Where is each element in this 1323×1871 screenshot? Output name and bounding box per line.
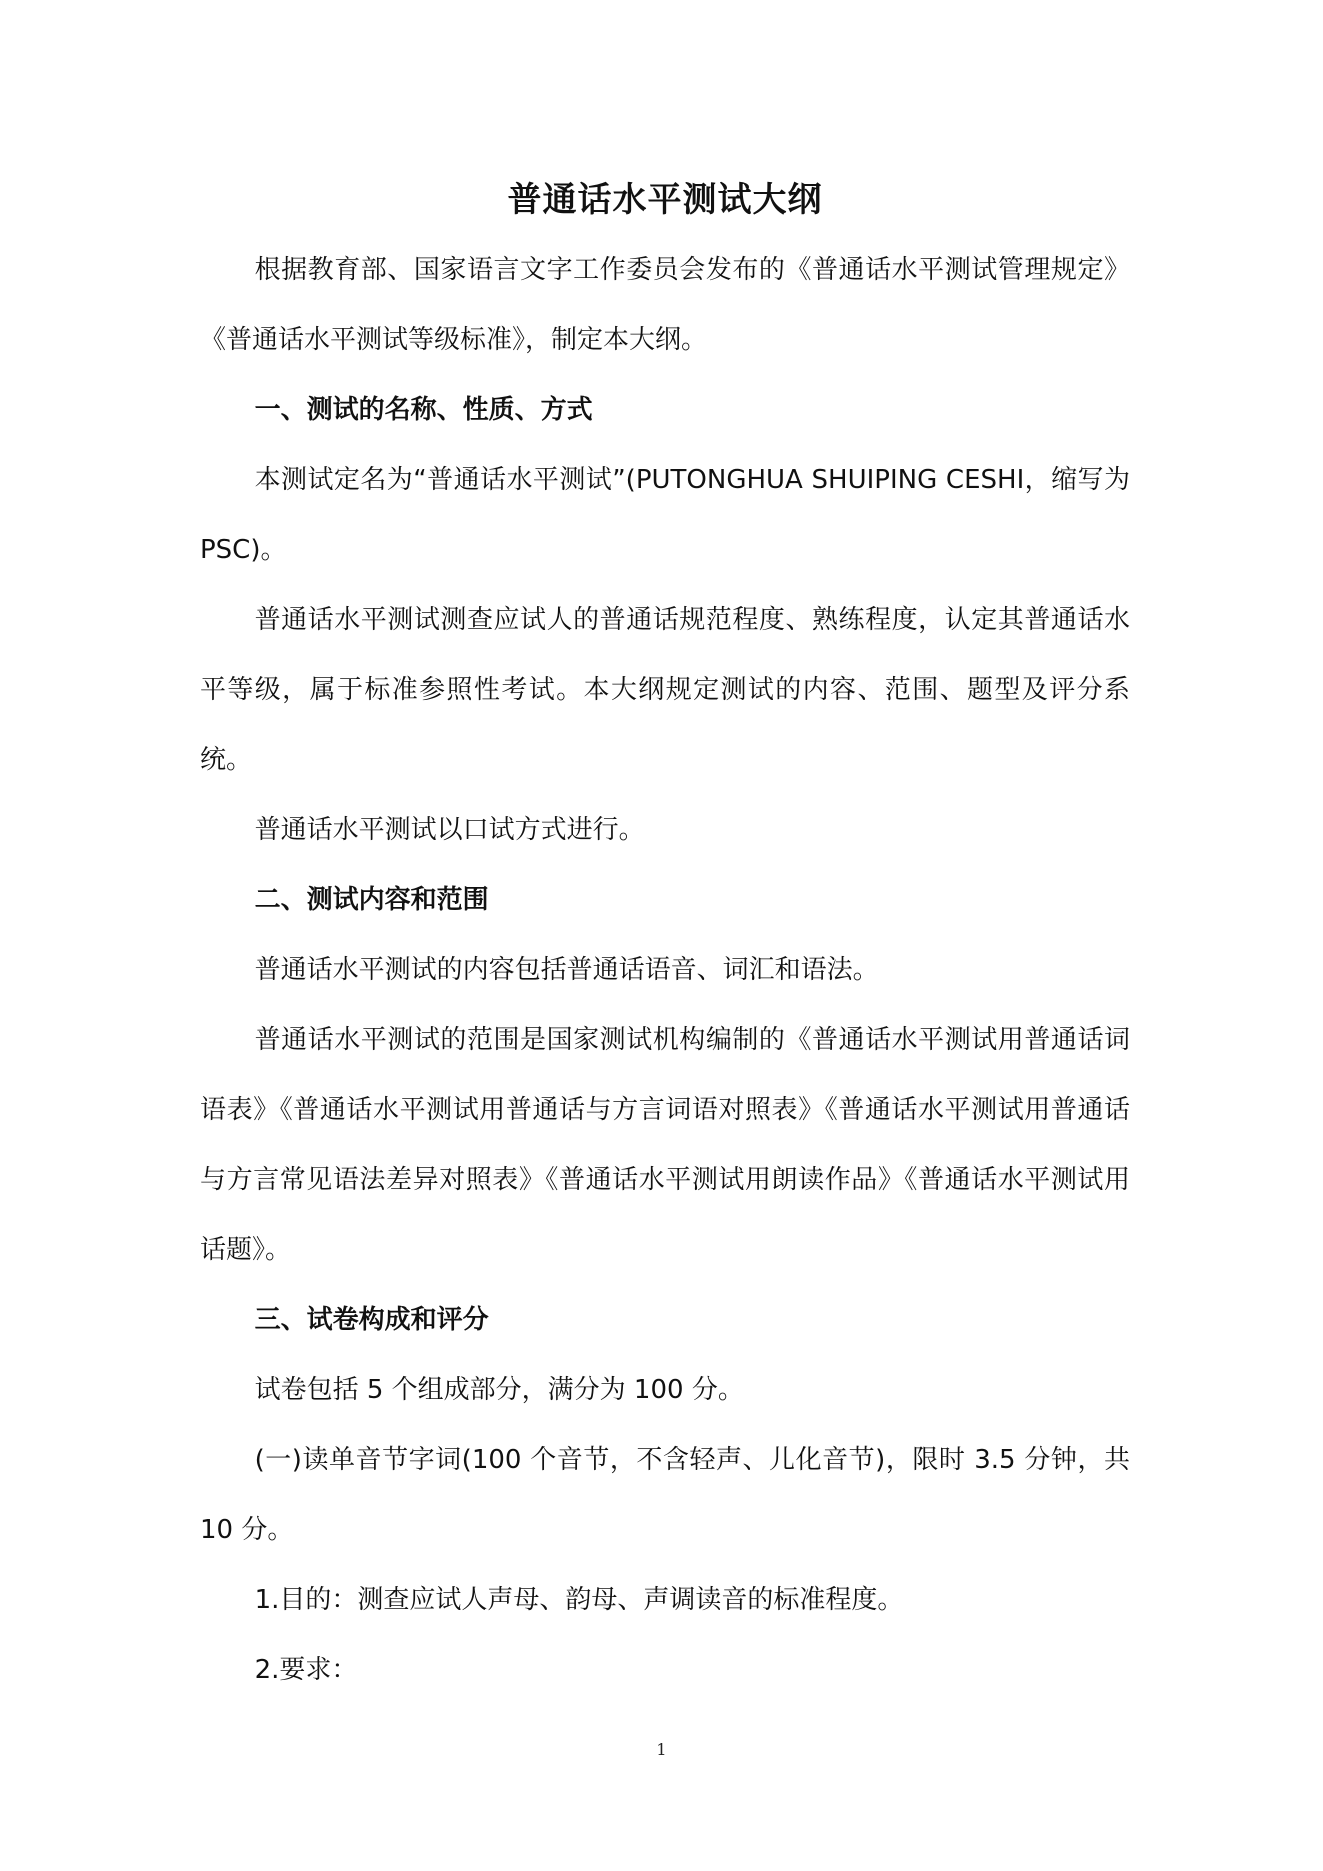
section3-paragraph-3: 1.目的：测查应试人声母、韵母、声调读音的标准程度。	[254, 1585, 904, 1615]
page-number: 1	[656, 1740, 667, 1759]
section-heading-2: 二、测试内容和范围	[254, 885, 489, 915]
section3-paragraph-2: (一)读单音节字词(100 个音节，不含轻声、儿化音节)，限时 3.5 分钟，共 10 分。	[200, 1445, 1130, 1545]
document-body	[200, 165, 1130, 1705]
section1-paragraph-2: 普通话水平测试测查应试人的普通话规范程度、熟练程度，认定其普通话水平等级，属于标准参照性考试。本大纲规定测试的内容、范围、题型及评分系统。	[200, 605, 1130, 775]
intro-paragraph: 根据教育部、国家语言文字工作委员会发布的《普通话水平测试管理规定》《普通话水平测试等级标准》，制定本大纲。	[200, 255, 1130, 355]
section3-paragraph-4: 2.要求：	[254, 1655, 358, 1685]
section-heading-1: 一、测试的名称、性质、方式	[254, 395, 593, 425]
section1-paragraph-3: 普通话水平测试以口试方式进行。	[254, 815, 645, 845]
section1-paragraph-1: 本测试定名为“普通话水平测试”(PUTONGHUA SHUIPING CESHI，缩写为 PSC)。	[200, 465, 1130, 565]
document-title: 普通话水平测试大纲	[507, 180, 823, 220]
section2-paragraph-2: 普通话水平测试的范围是国家测试机构编制的《普通话水平测试用普通话词语表》《普通话水平测试用普通话与方言词语对照表》《普通话水平测试用普通话与方言常见语法差异对照表》《普通话水平测试用朗读作品》《普通话水平测试用话题》。	[200, 1025, 1130, 1265]
section2-paragraph-1: 普通话水平测试的内容包括普通话语音、词汇和语法。	[254, 955, 879, 985]
section-heading-3: 三、试卷构成和评分	[254, 1305, 489, 1335]
section3-paragraph-1: 试卷包括 5 个组成部分，满分为 100 分。	[254, 1375, 744, 1405]
